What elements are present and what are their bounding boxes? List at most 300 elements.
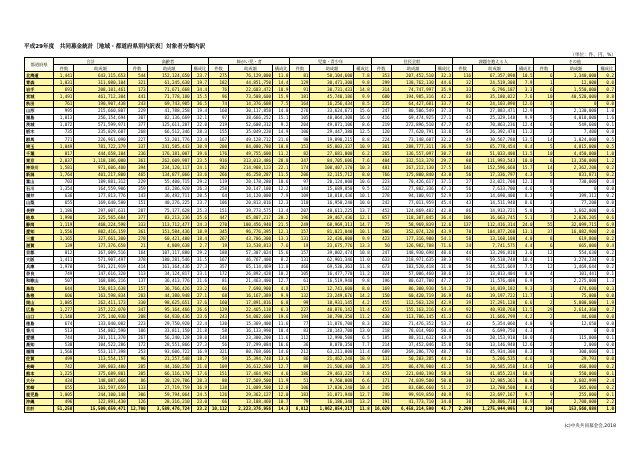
table-cell: 275,140,930: [74, 313, 127, 320]
total-cell: 14.3: [273, 405, 290, 412]
table-cell: 207,452,510: [391, 72, 435, 79]
table-cell: 11.8: [273, 72, 290, 79]
table-cell: 77,802,336: [391, 185, 435, 192]
table-cell: 91: [453, 391, 473, 398]
table-cell: 0.2: [598, 171, 616, 178]
table-cell: 52.9: [435, 192, 452, 199]
table-cell: 817: [54, 150, 74, 157]
table-cell: 23.7: [191, 72, 208, 79]
table-cell: 10.5: [517, 72, 534, 79]
table-cell: 12,990,500: [310, 334, 354, 341]
table-cell: 33.0: [435, 128, 452, 135]
table-cell: 41,055,224: [473, 370, 517, 377]
table-cell: 27: [453, 277, 473, 284]
table-cell: 20.3: [191, 377, 208, 384]
copyright-footer: (c)中央共同募金会,2018: [564, 424, 616, 429]
table-cell: 11.2: [517, 128, 534, 135]
table-cell: 157: [290, 249, 310, 256]
table-cell: 29,362,127: [229, 391, 273, 398]
table-cell: 414: [127, 263, 147, 270]
table-cell: 247: [371, 249, 391, 256]
col-prefecture: 都道府県: [25, 58, 54, 72]
table-cell: 15.5: [191, 93, 208, 100]
table-cell: 163,598,834: [74, 292, 127, 299]
table-cell: 643,115,653: [74, 72, 127, 79]
table-cell: 81,021,040: [310, 228, 354, 235]
table-cell: 65,114,469: [229, 263, 273, 270]
table-row: [25, 164, 616, 171]
table-cell: 6.9: [598, 221, 616, 228]
table-cell: 321: [127, 79, 147, 86]
table-cell: 9.9: [273, 292, 290, 299]
table-row: [25, 214, 616, 221]
table-cell: 2: [534, 128, 554, 135]
prefecture-name: 高知: [25, 341, 54, 348]
prefecture-name: 埼玉: [25, 143, 54, 150]
table-cell: 91: [453, 256, 473, 263]
table-cell: 12.6: [435, 221, 452, 228]
table-cell: 367,009,516: [74, 249, 127, 256]
table-cell: 4,010,000: [554, 114, 598, 121]
prefecture-name: 長崎: [25, 363, 54, 370]
table-cell: 60,420,719: [391, 292, 435, 299]
table-cell: 50: [453, 341, 473, 348]
table-cell: 31,071,940: [310, 391, 354, 398]
table-cell: 49: [453, 136, 473, 143]
table-cell: 100,407,170: [310, 164, 354, 171]
table-cell: 23.2: [191, 285, 208, 292]
table-cell: 20.5: [191, 192, 208, 199]
table-cell: 22.0: [191, 121, 208, 128]
prefecture-name: 鹿児島: [25, 391, 54, 398]
table-cell: 176,181,007: [147, 150, 191, 157]
table-cell: 0.3: [598, 285, 616, 292]
table-cell: 314: [371, 86, 391, 93]
table-cell: 22.1: [273, 164, 290, 171]
table-cell: 10.4: [354, 384, 371, 391]
table-cell: 4: [534, 398, 554, 405]
prefecture-name: 岩手: [25, 86, 54, 93]
table-cell: 394: [127, 164, 147, 171]
table-cell: 96,776,395: [229, 228, 273, 235]
table-cell: 9.7: [517, 391, 534, 398]
table-cell: 208,101,461: [74, 86, 127, 93]
table-cell: 171: [371, 377, 391, 384]
table-cell: 282: [209, 164, 229, 171]
table-cell: 14: [534, 136, 554, 143]
table-cell: 44,380,948: [147, 292, 191, 299]
total-label: 合計: [25, 405, 54, 412]
table-cell: 15.1: [273, 114, 290, 121]
table-cell: 0: [534, 320, 554, 327]
table-cell: 45.4: [435, 199, 452, 206]
table-cell: 4.6: [273, 370, 290, 377]
table-cell: 12.7: [354, 391, 371, 398]
table-cell: 4.3: [517, 327, 534, 334]
table-cell: 4.2: [354, 299, 371, 306]
table-cell: 15,689,850: [310, 185, 354, 192]
prefecture-name: 大分: [25, 377, 54, 384]
table-cell: 444,658,104: [74, 150, 127, 157]
table-cell: 64,930,436: [147, 313, 191, 320]
table-cell: 680: [371, 93, 391, 100]
table-cell: 65,778,454: [473, 143, 517, 150]
table-cell: 14.6: [517, 363, 534, 370]
table-row: [25, 107, 616, 114]
table-cell: 6.9: [517, 277, 534, 284]
table-cell: 1,165: [54, 235, 74, 242]
col-ratio: 構成比: [191, 65, 208, 72]
table-cell: 76: [453, 107, 473, 114]
table-cell: 151: [209, 206, 229, 213]
table-cell: 1,441: [54, 72, 74, 79]
table-cell: 27.1: [435, 114, 452, 121]
table-cell: 25.3: [191, 206, 208, 213]
table-cell: 460,000: [554, 363, 598, 370]
table-cell: 1.0: [598, 107, 616, 114]
table-cell: 995: [54, 107, 74, 114]
table-cell: 11.2: [273, 150, 290, 157]
table-row: [25, 363, 616, 370]
table-cell: 8.4: [517, 143, 534, 150]
table-cell: 29: [534, 306, 554, 313]
col-count: 件数: [371, 65, 391, 72]
table-cell: 1,469,644: [554, 263, 598, 270]
table-cell: 7.6: [354, 157, 371, 164]
table-cell: 235,029,607: [74, 128, 127, 135]
table-cell: 1,764: [54, 171, 74, 178]
table-cell: 17,291,120: [473, 299, 517, 306]
table-cell: 9.8: [354, 277, 371, 284]
table-cell: 0.0: [598, 341, 616, 348]
table-cell: 175,800,840: [391, 171, 435, 178]
table-cell: 447: [209, 214, 229, 221]
table-cell: 5,206,535: [473, 355, 517, 362]
table-cell: 6,796,187: [473, 86, 517, 93]
table-cell: 30,731,433: [310, 86, 354, 93]
prefecture-name: 福井: [25, 192, 54, 199]
table-cell: 16,133,990: [229, 327, 273, 334]
table-cell: 34.0: [435, 398, 452, 405]
table-cell: 1,186: [54, 206, 74, 213]
table-cell: 74: [209, 100, 229, 107]
table-row: [25, 299, 616, 306]
table-cell: 243: [127, 100, 147, 107]
table-cell: 113,712,477: [147, 221, 191, 228]
table-cell: 1.3: [598, 277, 616, 284]
table-cell: 173: [127, 86, 147, 93]
table-cell: 7.6: [273, 242, 290, 249]
table-cell: 167: [209, 256, 229, 263]
table-cell: 1,031: [54, 79, 74, 86]
table-cell: 16,082,900: [554, 228, 598, 235]
prefecture-name: 新潟: [25, 171, 54, 178]
table-cell: 1,662,000: [554, 206, 598, 213]
table-cell: 177,376,650: [74, 242, 127, 249]
table-cell: 242: [371, 199, 391, 206]
table-cell: 17,891,816: [229, 299, 273, 306]
table-cell: 94,100,917: [391, 192, 435, 199]
table-cell: 6: [534, 384, 554, 391]
table-cell: 104,877,260: [473, 228, 517, 235]
table-cell: 25,329,140: [473, 114, 517, 121]
table-cell: 0.1: [598, 391, 616, 398]
table-cell: 80,637,700: [391, 277, 435, 284]
table-cell: 81: [209, 277, 229, 284]
table-cell: 12.1: [517, 178, 534, 185]
table-cell: 3.3: [517, 86, 534, 93]
table-cell: 63,211,000: [310, 348, 354, 355]
prefecture-name: 福島: [25, 114, 54, 121]
table-cell: 1.2: [598, 157, 616, 164]
table-cell: 163,597,659: [74, 384, 127, 391]
prefecture-name: 徳島: [25, 320, 54, 327]
table-cell: 11.8: [354, 263, 371, 270]
table-cell: 152,124,650: [147, 72, 191, 79]
table-cell: 86: [290, 355, 310, 362]
table-cell: 4.0: [517, 320, 534, 327]
table-cell: 110: [290, 199, 310, 206]
total-cell: 16,029: [371, 405, 391, 412]
table-cell: 106: [209, 199, 229, 206]
table-cell: 16,256,434: [310, 100, 354, 107]
table-row: [25, 93, 616, 100]
table-cell: 66,116,170: [147, 370, 191, 377]
table-cell: 6: [534, 157, 554, 164]
table-cell: 21,463,400: [229, 277, 273, 284]
table-cell: 11.4: [354, 306, 371, 313]
table-cell: 37: [534, 228, 554, 235]
table-cell: 21,506,400: [310, 363, 354, 370]
table-cell: 347: [290, 157, 310, 164]
table-cell: 4.0: [517, 235, 534, 242]
table-row: [25, 178, 616, 185]
table-cell: 347: [127, 306, 147, 313]
table-cell: 129: [209, 306, 229, 313]
table-cell: 196: [290, 214, 310, 221]
table-cell: 23,697,167: [473, 391, 517, 398]
table-cell: 12.1: [354, 214, 371, 221]
table-cell: 11.2: [354, 270, 371, 277]
table-cell: 20,178,280: [229, 178, 273, 185]
table-cell: 3: [534, 355, 554, 362]
table-cell: 111,993,543: [473, 157, 517, 164]
table-cell: 44: [453, 327, 473, 334]
table-cell: 11: [534, 256, 554, 263]
table-cell: 96: [209, 93, 229, 100]
statistics-table: [24, 57, 616, 413]
table-cell: 276: [290, 107, 310, 114]
table-cell: 86,300,930: [391, 285, 435, 292]
table-cell: 224: [371, 136, 391, 143]
table-cell: 3: [534, 285, 554, 292]
table-cell: 181: [290, 93, 310, 100]
table-cell: 1,990: [54, 214, 74, 221]
table-cell: 58.8: [435, 370, 452, 377]
col-group-elderly: 高齢者: [127, 58, 208, 65]
table-cell: 13,108,460: [229, 398, 273, 405]
table-cell: 44,160,250: [147, 363, 191, 370]
table-cell: 58: [209, 327, 229, 334]
table-cell: 4,015,000: [554, 143, 598, 150]
table-cell: 1,566: [54, 348, 74, 355]
table-cell: 43,706,300: [229, 235, 273, 242]
table-cell: 99,919,850: [391, 391, 435, 398]
table-cell: 1,118,186,000: [74, 157, 127, 164]
table-cell: 61: [290, 277, 310, 284]
table-cell: 169,640,580: [74, 199, 127, 206]
table-cell: 155: [209, 128, 229, 135]
total-cell: 15,509,659,471: [74, 405, 127, 412]
table-cell: 68,969,313: [310, 221, 354, 228]
group-header-row: [25, 58, 616, 65]
table-cell: 62,901,346: [310, 256, 354, 263]
total-cell: 51,258: [54, 405, 74, 412]
table-cell: 194: [290, 313, 310, 320]
table-cell: 21: [127, 242, 147, 249]
table-cell: 50: [371, 242, 391, 249]
table-cell: 55: [534, 221, 554, 228]
table-cell: 4,450,000: [554, 150, 598, 157]
col-amount: 助成額: [147, 65, 191, 72]
table-cell: 742: [54, 363, 74, 370]
table-row: [25, 355, 616, 362]
table-cell: 10.8: [354, 249, 371, 256]
table-cell: 2,037: [54, 157, 74, 164]
table-cell: 13.4: [273, 206, 290, 213]
table-cell: 9.9: [517, 114, 534, 121]
prefecture-name: 山梨: [25, 199, 54, 206]
table-cell: 8: [534, 235, 554, 242]
table-cell: 4.4: [517, 242, 534, 249]
table-cell: 66: [209, 285, 229, 292]
table-row: [25, 228, 616, 235]
table-cell: 6: [534, 334, 554, 341]
table-cell: 18,010,436: [310, 192, 354, 199]
table-cell: 68: [209, 292, 229, 299]
table-cell: 377: [127, 214, 147, 221]
table-cell: 49,128,712: [229, 136, 273, 143]
table-cell: 26,612,500: [229, 363, 273, 370]
table-cell: 37.6: [191, 299, 208, 306]
table-cell: 21,462,248: [310, 355, 354, 362]
table-row: [25, 235, 616, 242]
table-cell: 1,085: [54, 299, 74, 306]
table-row: [25, 398, 616, 405]
table-cell: 13.5: [517, 136, 534, 143]
table-cell: 227: [127, 136, 147, 143]
table-cell: 11.5: [517, 306, 534, 313]
table-cell: 2,130,000: [554, 107, 598, 114]
table-row: [25, 143, 616, 150]
table-cell: 4.6: [517, 185, 534, 192]
table-cell: 35,180,022: [473, 93, 517, 100]
table-cell: 43,286,920: [147, 185, 191, 192]
table-cell: 106: [127, 327, 147, 334]
col-ratio: 構成比: [273, 65, 290, 72]
table-cell: 0.2: [598, 263, 616, 270]
table-cell: 14.2: [354, 292, 371, 299]
table-cell: 9: [534, 192, 554, 199]
table-cell: 133: [127, 384, 147, 391]
table-cell: 243: [209, 313, 229, 320]
table-cell: 15,394,748: [229, 355, 273, 362]
table-cell: 5,000,000: [554, 299, 598, 306]
table-cell: 8: [534, 348, 554, 355]
table-cell: 44,600: [554, 313, 598, 320]
prefecture-name: 静岡: [25, 221, 54, 228]
table-cell: 50,104,600: [310, 72, 354, 79]
table-cell: 53.7: [435, 320, 452, 327]
table-cell: 41.3: [435, 313, 452, 320]
table-cell: 49,755,600: [229, 150, 273, 157]
table-cell: 12.1: [273, 228, 290, 235]
table-cell: 44.6: [435, 79, 452, 86]
table-cell: 19,197,722: [473, 292, 517, 299]
table-cell: 9.5: [354, 185, 371, 192]
table-cell: 45,740,186: [310, 93, 354, 100]
table-cell: 24: [453, 242, 473, 249]
table-cell: 20.2: [273, 214, 290, 221]
table-cell: 8.8: [354, 136, 371, 143]
table-cell: 38.3: [435, 256, 452, 263]
prefecture-name: 京都: [25, 249, 54, 256]
table-cell: 69,474,925: [391, 114, 435, 121]
table-cell: 655: [54, 384, 74, 391]
table-cell: 89: [290, 363, 310, 370]
table-cell: 14,511,940: [473, 199, 517, 206]
total-cell: 12,700: [127, 405, 147, 412]
table-cell: 550,000: [554, 370, 598, 377]
table-row: [25, 206, 616, 213]
table-cell: 147,616,320: [74, 270, 127, 277]
table-cell: 23.6: [191, 313, 208, 320]
table-cell: 11.6: [273, 334, 290, 341]
table-cell: 12.6: [517, 100, 534, 107]
table-cell: 361: [127, 228, 147, 235]
table-cell: 83,686,660: [391, 384, 435, 391]
table-cell: 1: [534, 79, 554, 86]
table-cell: 201,111,370: [74, 334, 127, 341]
table-cell: 32.2: [435, 136, 452, 143]
table-row: [25, 199, 616, 206]
table-cell: 2,000: [554, 341, 598, 348]
table-cell: 16.0: [354, 114, 371, 121]
prefecture-name: 山形: [25, 107, 54, 114]
table-cell: 32,099,715: [554, 221, 598, 228]
table-cell: 14.7: [354, 221, 371, 228]
sub-header-row: [25, 65, 616, 72]
table-cell: 357,222,070: [74, 306, 127, 313]
table-cell: 77,620,791: [391, 128, 435, 135]
table-cell: 16,477,770: [310, 270, 354, 277]
col-count: 件数: [209, 65, 229, 72]
table-cell: 43: [453, 114, 473, 121]
table-cell: 37,452,046: [391, 341, 435, 348]
table-cell: 267,212,130: [391, 164, 435, 171]
table-cell: 71,671,668: [147, 86, 191, 93]
table-row: [25, 370, 616, 377]
table-cell: 1,049: [54, 143, 74, 150]
table-cell: 12.7: [273, 277, 290, 284]
table-cell: 9: [534, 391, 554, 398]
table-cell: 3: [534, 100, 554, 107]
table-cell: 33: [453, 192, 473, 199]
table-cell: 0.4: [598, 242, 616, 249]
table-cell: 29,447,380: [310, 128, 354, 135]
table-cell: 113,554,157: [74, 355, 127, 362]
table-cell: 209,803,400: [74, 363, 127, 370]
